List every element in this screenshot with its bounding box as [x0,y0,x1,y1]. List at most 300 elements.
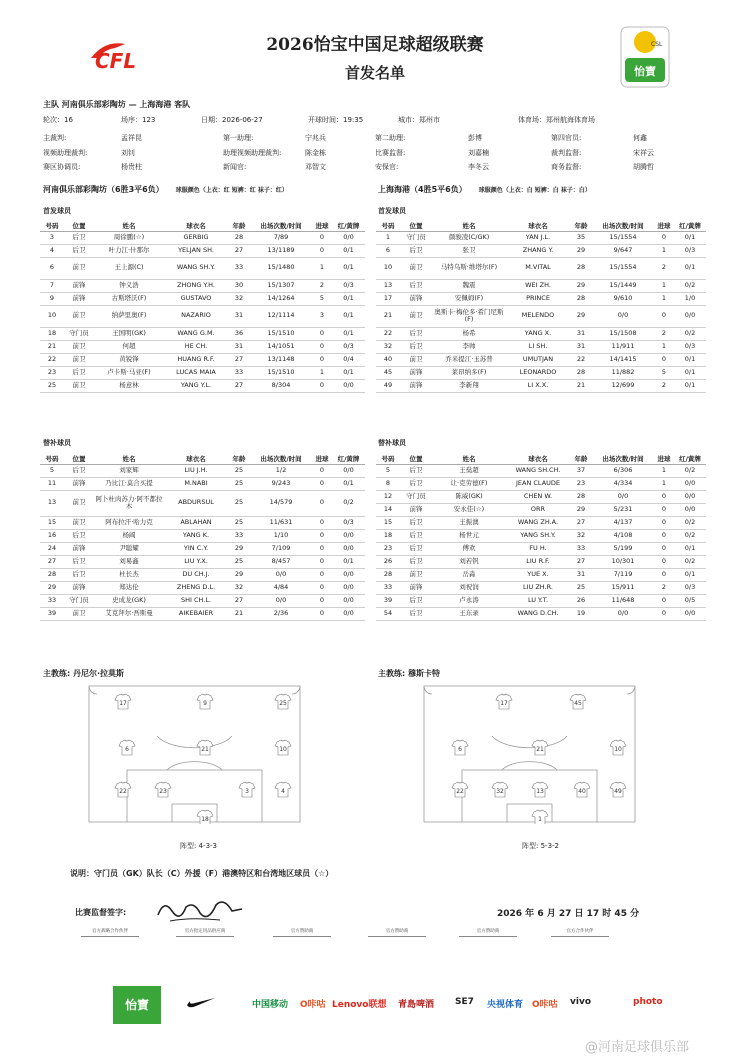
table-cell: 0/3 [332,516,365,529]
table-cell: 28 [40,568,64,581]
table-cell: 3 [40,231,64,244]
player-jersey-icon [574,782,590,797]
table-cell: 黄锐锋 [94,353,164,366]
table-cell: 何超 [94,340,164,353]
table-cell: 0/2 [674,464,706,477]
table-cell: AIKEBAIER [164,607,228,620]
player-jersey-icon [570,694,586,709]
table-cell: 33 [40,594,64,607]
stadium: 体育场：郑州航海体育场 [518,116,595,124]
table-row [376,529,706,542]
table-cell: 10 [40,305,64,327]
table-cell: 2/36 [250,607,312,620]
table-cell: 33 [228,529,250,542]
column-header: 红/黄牌 [674,220,706,231]
match-teams: 主队 河南俱乐部彩陶坊 — 上海海港 客队 [43,100,191,109]
table-cell: 32 [228,292,250,305]
table-cell: 25 [228,464,250,477]
table-cell: 0 [312,353,332,366]
table-cell: M.VITAL [506,257,570,279]
table-cell: 后卫 [400,477,432,490]
table-cell: 0 [312,607,332,620]
table-row [40,379,365,392]
official-partner-tag: 官方战略合作伙伴 [75,928,145,939]
table-cell: 15 [376,516,400,529]
table-cell: 8/304 [250,379,312,392]
column-header: 位置 [400,220,432,231]
sponsor-logo: Lenovo联想 [332,1000,387,1010]
table-cell: 13/1148 [250,353,312,366]
player-number: 13 [536,788,544,795]
official-name: 李冬云 [468,163,489,171]
table-cell: 0 [312,477,332,490]
official-role: 主裁判: [43,134,67,142]
official-name: 刘嘉楠 [468,149,489,157]
table-cell: 2 [312,279,332,292]
table-cell: 莱昂纳多(F) [432,366,506,379]
table-row [376,257,706,279]
table-cell: 纳萨里奥(F) [94,305,164,327]
table-cell: LIU R.F. [506,555,570,568]
table-row [40,581,365,594]
table-cell: 28 [570,257,592,279]
player-number: 22 [456,788,464,795]
home-team-header [43,184,288,195]
column-header: 出场次数/时间 [250,453,312,464]
table-row [40,542,365,555]
table-cell: 13 [40,490,64,516]
sponsor-logo-yibao: 怡寶 [113,986,161,1024]
table-cell: 0/1 [332,244,365,257]
table-row [376,477,706,490]
away-formation: 阵型: 5-3-2 [522,842,559,850]
table-cell: 27 [228,594,250,607]
table-cell: 0/0 [332,231,365,244]
table-cell: 前锋 [400,503,432,516]
table-row [376,607,706,620]
table-cell: 13 [376,279,400,292]
column-header: 号码 [40,220,64,231]
table-cell: 15/1554 [592,257,654,279]
column-header: 红/黄牌 [332,220,365,231]
table-cell: CHEN W. [506,490,570,503]
sponsor-logo: 青島啤酒 [398,1000,435,1010]
table-cell: 0/1 [332,257,365,279]
table-cell: 0/1 [674,379,706,392]
kickoff-time: 开球时间：19:35 [308,116,364,124]
table-row [376,231,706,244]
table-row [40,244,365,257]
table-cell: 李新翔 [432,379,506,392]
table-cell: 14/1415 [592,353,654,366]
table-cell: 李帅 [432,340,506,353]
table-cell: 15/911 [592,581,654,594]
table-cell: 28 [376,568,400,581]
table-row [40,516,365,529]
table-cell: 0/1 [332,555,365,568]
table-cell: 2 [654,581,674,594]
table-row [40,464,365,477]
table-cell: 0/0 [332,594,365,607]
player-jersey-icon [452,782,468,797]
table-cell: 0 [654,231,674,244]
table-cell: 15 [40,516,64,529]
table-cell: 尹聪耀 [94,542,164,555]
table-cell: ZHONG Y.H. [164,279,228,292]
table-cell: 13/1189 [250,244,312,257]
table-cell: 9/647 [592,244,654,257]
table-cell: 26 [376,555,400,568]
table-row [40,555,365,568]
csl-logo-text: CSL [651,41,663,48]
officials-row [43,133,703,144]
table-cell: YANG X. [506,327,570,340]
away-formation-pitch [422,684,637,824]
table-cell: 11/648 [592,594,654,607]
table-cell: 后卫 [400,244,432,257]
table-cell: 0/0 [674,305,706,327]
table-cell: 0 [312,594,332,607]
round: 轮次：16 [43,116,73,124]
table-cell: 0 [654,353,674,366]
table-cell: 35 [570,231,592,244]
table-row [40,607,365,620]
table-row [376,490,706,503]
table-row [40,292,365,305]
table-cell: 15/1307 [250,279,312,292]
table-cell: 0 [312,490,332,516]
table-cell: 23 [40,366,64,379]
table-cell: 刘易鑫 [94,555,164,568]
table-cell: 1/0 [674,292,706,305]
official-partner-tag: 官方赞助商 [453,928,523,939]
table-cell: 0 [654,555,674,568]
table-cell: 魏震 [432,279,506,292]
table-cell: WANG ZH.A. [506,516,570,529]
table-cell: WANG D.CH. [506,607,570,620]
table-cell: 前锋 [400,292,432,305]
table-cell: 守门员 [64,594,94,607]
official-name: 宋祥云 [633,149,654,157]
table-cell: LEONARDO [506,366,570,379]
player-jersey-icon [452,740,468,755]
table-cell: 14/579 [250,490,312,516]
away-coach: 主教练: 穆斯卡特 [378,669,440,678]
table-cell: 28 [570,490,592,503]
home-team-name: 河南俱乐部彩陶坊（6胜3平6负） [43,185,164,194]
official-role: 第二助理: [375,134,406,142]
table-cell: 钟义浩 [94,279,164,292]
table-cell: 0/0 [332,568,365,581]
table-cell: 0/2 [332,490,365,516]
city: 城市：郑州市 [398,116,440,124]
player-number: 6 [458,746,462,753]
table-cell: 后卫 [400,555,432,568]
table-cell: WEI ZH. [506,279,570,292]
table-cell: 0 [312,340,332,353]
player-number: 45 [574,700,582,707]
player-number: 9 [203,700,207,707]
table-cell: 28 [228,231,250,244]
table-cell: 0/3 [332,340,365,353]
table-cell: 王上源(C) [94,257,164,279]
table-row [40,231,365,244]
table-row [376,366,706,379]
table-cell: 0/0 [332,464,365,477]
table-cell: 0/0 [332,607,365,620]
table-row [40,490,365,516]
table-cell: 7/89 [250,231,312,244]
column-header: 姓名 [432,220,506,231]
table-row [376,568,706,581]
table-cell: 后卫 [400,340,432,353]
away-team-header [378,184,591,195]
table-cell: 10/301 [592,555,654,568]
table-cell: 29 [570,305,592,327]
table-cell: 后卫 [64,244,94,257]
header [0,0,750,92]
table-cell: 杨阔 [94,529,164,542]
table-cell: 54 [376,607,400,620]
table-cell: 王国明(GK) [94,327,164,340]
table-cell: LIU J.H. [164,464,228,477]
table-cell: 0/0 [332,542,365,555]
official-name: 陈金栋 [305,149,326,157]
table-cell: LU Y.T. [506,594,570,607]
player-jersey-icon [155,782,171,797]
away-starters-label: 首发球员 [378,207,406,215]
sign-time: 2026 年 6 月 27 日 17 时 45 分 [497,909,640,919]
official-role: 裁判监督: [551,149,582,157]
table-cell: 0/2 [674,555,706,568]
table-cell: 25 [40,379,64,392]
table-cell: 0 [312,581,332,594]
table-cell: M.NABI [164,477,228,490]
table-cell: 0/2 [674,516,706,529]
table-cell: 0 [312,542,332,555]
table-cell: 守门员 [400,231,432,244]
table-cell: 24 [40,542,64,555]
table-cell: 8/457 [250,555,312,568]
table-cell: 8 [376,477,400,490]
column-header: 姓名 [94,220,164,231]
table-cell: 27 [570,516,592,529]
table-cell: 33 [376,581,400,594]
table-cell: HE CH. [164,340,228,353]
table-cell: 0 [654,529,674,542]
table-cell: 32 [570,529,592,542]
table-cell: ZHENG D.L. [164,581,228,594]
table-cell: MELENDO [506,305,570,327]
table-cell: 前锋 [400,581,432,594]
table-cell: 阿卜杜肉苏力·阿不都拉木 [94,490,164,516]
table-cell: 31 [570,327,592,340]
away-subs-label: 替补球员 [378,439,406,447]
column-header: 红/黄牌 [332,453,365,464]
table-cell: 0/1 [332,366,365,379]
table-cell: 30 [228,279,250,292]
table-cell: 7 [40,279,64,292]
official-role: 安保官: [375,163,399,171]
table-cell: 0 [312,231,332,244]
player-number: 10 [279,746,287,753]
column-header: 出场次数/时间 [250,220,312,231]
player-number: 18 [201,816,209,823]
table-cell: 乔米提江·玉苏普 [432,353,506,366]
table-cell: 29 [570,503,592,516]
table-cell: 18 [40,327,64,340]
table-cell: 0 [312,555,332,568]
table-cell: ABDURSUL [164,490,228,516]
official-name: 彭博 [468,134,482,142]
table-cell: 后卫 [400,607,432,620]
table-cell: 0/1 [674,366,706,379]
player-jersey-icon [197,694,213,709]
table-cell: 杨希 [432,327,506,340]
home-subs-label: 替补球员 [43,439,71,447]
column-header: 位置 [64,220,94,231]
table-cell: 27 [228,353,250,366]
table-row [40,366,365,379]
table-cell: 29 [40,581,64,594]
table-cell: 刘祝润 [432,581,506,594]
table-cell: 前卫 [400,257,432,279]
table-cell: 前锋 [64,477,94,490]
table-cell: 安永佳(☆) [432,503,506,516]
table-cell: 0/0 [674,477,706,490]
player-jersey-icon [496,694,512,709]
table-row [376,594,706,607]
table-row [40,353,365,366]
signature-icon [150,893,250,927]
sponsor-logo: O咔咕 [532,1000,558,1010]
table-cell: 0/0 [332,379,365,392]
table-cell: 安佩姆(F) [432,292,506,305]
table-cell: UMUTJAN [506,353,570,366]
player-jersey-icon [532,782,548,797]
table-cell: 9/243 [250,477,312,490]
table-cell: 4/108 [592,529,654,542]
table-row [40,257,365,279]
table-cell: 4/137 [592,516,654,529]
column-header: 姓名 [94,453,164,464]
column-header: 年龄 [570,453,592,464]
away-starters-table [376,220,706,393]
table-cell: 岳淼 [432,568,506,581]
table-cell: 0/0 [592,607,654,620]
table-cell: 2 [654,257,674,279]
table-row [40,327,365,340]
table-cell: 1/2 [250,464,312,477]
table-cell: 37 [570,464,592,477]
player-number: 25 [279,700,287,707]
table-cell: 刘若钒 [432,555,506,568]
table-cell: 28 [570,366,592,379]
table-cell: 前卫 [64,607,94,620]
official-role: 助理视频助理裁判: [223,149,282,157]
table-cell: 0 [312,464,332,477]
away-kit-colors: 球服颜色（上衣：白 短裤：白 袜子：白） [478,187,591,194]
table-cell: 36 [228,327,250,340]
table-cell: 马特乌斯·维塔尔(F) [432,257,506,279]
table-row [376,555,706,568]
table-cell: 6 [40,257,64,279]
table-cell: 1 [312,366,332,379]
table-cell: 卢卡斯·马亚(F) [94,366,164,379]
table-cell: 29 [228,542,250,555]
table-cell: 15/1554 [592,231,654,244]
table-cell: 21 [40,340,64,353]
table-cell: YANG Y.L. [164,379,228,392]
table-cell: 21 [228,607,250,620]
player-jersey-icon [275,694,291,709]
column-header: 出场次数/时间 [592,453,654,464]
table-cell: 45 [376,366,400,379]
table-cell: 前锋 [64,279,94,292]
table-cell: 前卫 [64,516,94,529]
home-formation: 阵型: 4-3-3 [180,842,217,850]
table-cell: 12 [376,490,400,503]
table-cell: 前锋 [64,542,94,555]
table-cell: GUSTAVO [164,292,228,305]
official-role: 新闻官: [223,163,247,171]
table-cell: 后卫 [400,542,432,555]
table-cell: 后卫 [64,568,94,581]
table-cell: 杨世元 [432,529,506,542]
table-cell: 0/1 [332,305,365,327]
column-header: 球衣名 [506,220,570,231]
table-cell: 张卫 [432,244,506,257]
table-cell: 15/1510 [250,366,312,379]
table-cell: 17 [376,292,400,305]
table-row [376,292,706,305]
table-cell: 后卫 [400,327,432,340]
table-row [376,379,706,392]
column-header: 红/黄牌 [674,453,706,464]
sponsor-logo: SE7 [455,997,474,1007]
table-cell: 22 [40,353,64,366]
column-header: 进球 [312,220,332,231]
table-cell: YELJAN SH. [164,244,228,257]
table-row [376,464,706,477]
table-cell: 前锋 [400,366,432,379]
official-partner-tag: 官方指定用品供应商 [170,928,240,939]
table-cell: 31 [228,305,250,327]
table-row [376,327,706,340]
column-header: 号码 [376,453,400,464]
table-cell: 39 [40,607,64,620]
table-cell: 28 [570,292,592,305]
table-row [376,305,706,327]
table-cell: 5/231 [592,503,654,516]
official-role: 第四官员: [551,134,582,142]
player-number: 32 [496,788,504,795]
table-cell: 1 [654,244,674,257]
table-cell: 阿布拉汗·哈力克 [94,516,164,529]
table-cell: 1 [654,464,674,477]
table-row [40,305,365,327]
column-header: 位置 [400,453,432,464]
table-cell: 12/699 [592,379,654,392]
table-cell: 王东录 [432,607,506,620]
player-number: 49 [614,788,622,795]
table-cell: 0 [654,490,674,503]
column-header: 号码 [40,453,64,464]
table-cell: 后卫 [400,464,432,477]
table-cell: 0/1 [674,257,706,279]
table-cell: 12/1114 [250,305,312,327]
column-header: 号码 [376,220,400,231]
